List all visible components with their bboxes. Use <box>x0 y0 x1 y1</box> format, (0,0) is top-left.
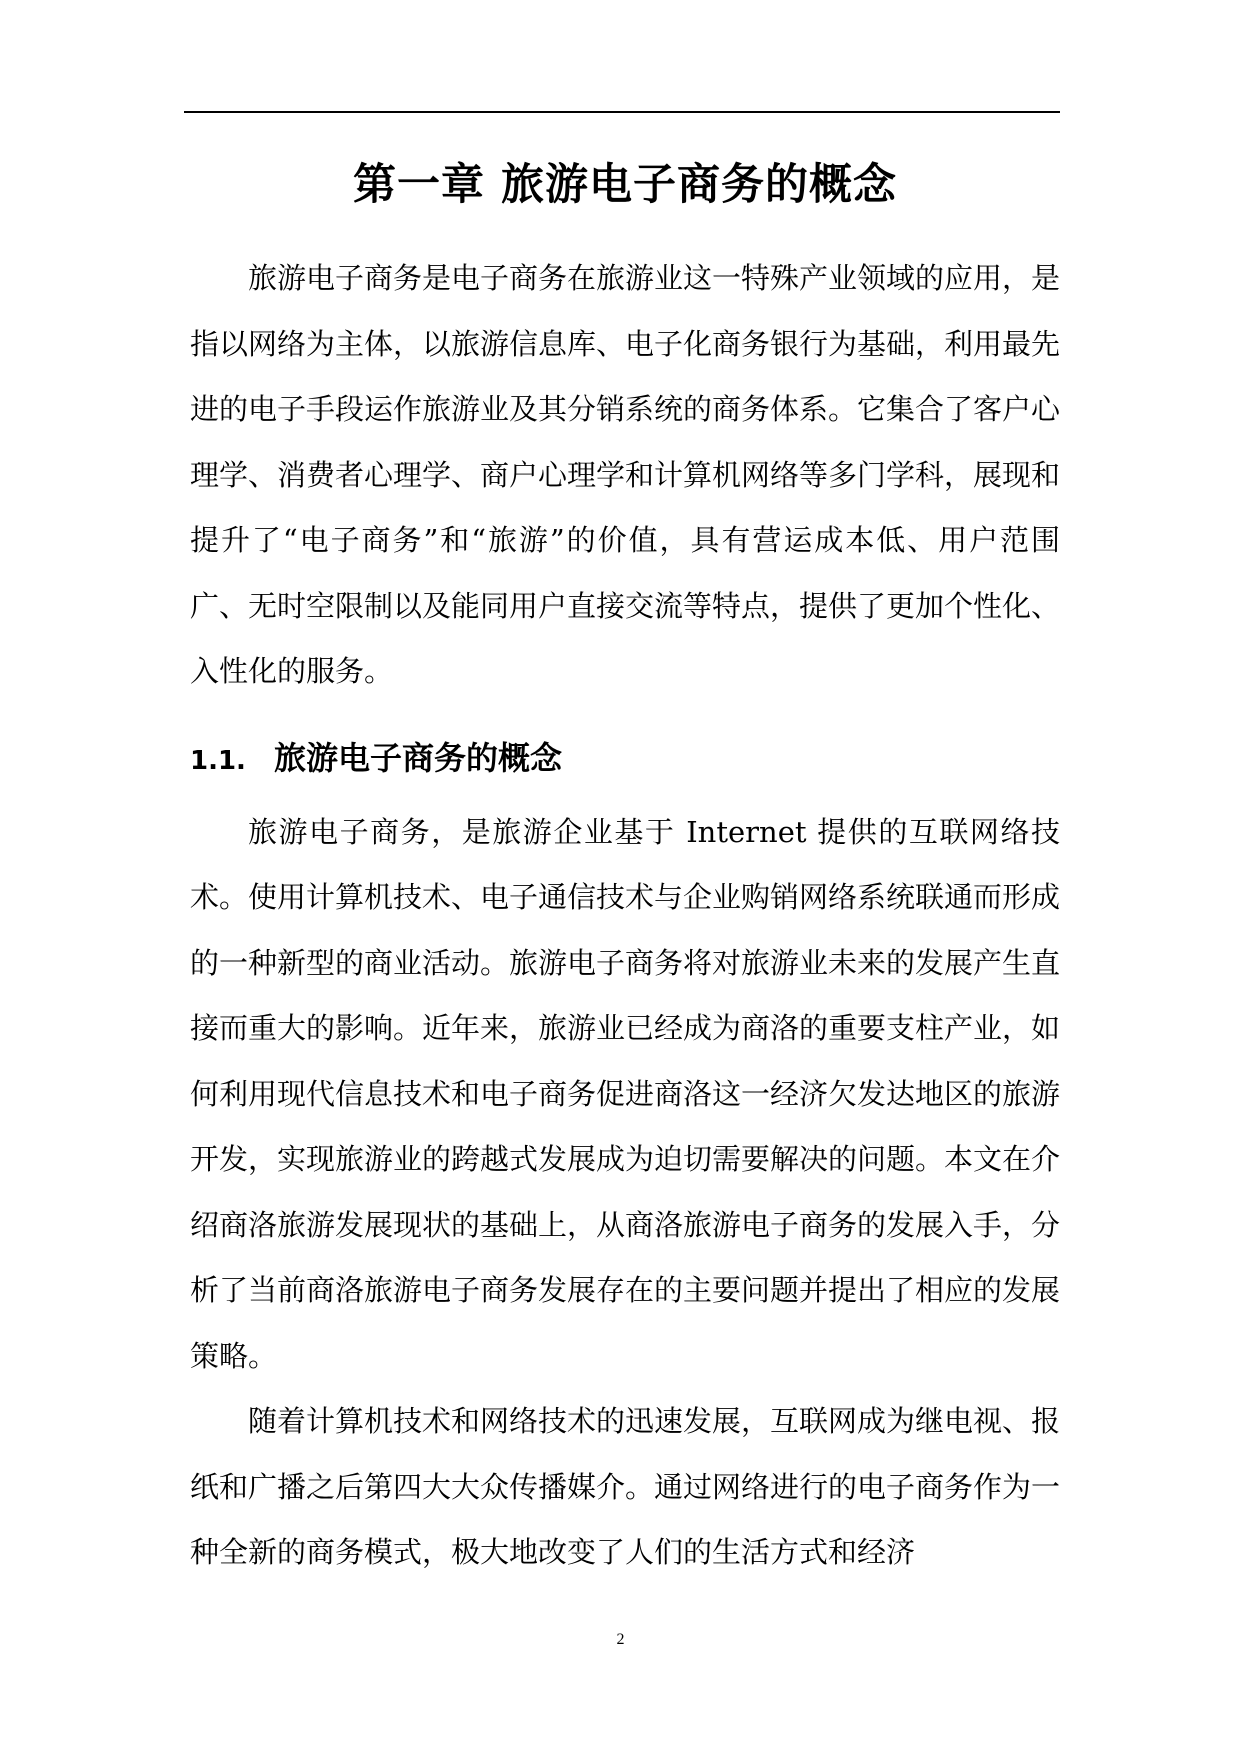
body-paragraph-1: 旅游电子商务是电子商务在旅游业这一特殊产业领域的应用，是指以网络为主体，以旅游信息库、电子化商务银行为基础，利用最先进的电子手段运作旅游业及其分销系统的商务体系。它集合了客户心理学、消费者心理学、商户心理学和计算机网络等多门学科，展现和提升了“电子商务”和“旅游”的价值，具有营运成本低、用户范围广、无时空限制以及能同用户直接交流等特点，提供了更加个性化、入性化的服务。 <box>190 261 1061 688</box>
section-heading <box>190 727 1060 792</box>
body-paragraph-3: 随着计算机技术和网络技术的迅速发展，互联网成为继电视、报纸和广播之后第四大大众传播媒介。通过网络进行的电子商务作为一种全新的商务模式，极大地改变了人们的生活方式和经济 <box>190 1404 1061 1569</box>
header-rule <box>184 111 1060 113</box>
document-page <box>190 150 1060 1586</box>
section-title: 旅游电子商务的概念 <box>274 738 563 777</box>
body-paragraph-2: 旅游电子商务，是旅游企业基于 Internet 提供的互联网络技术。使用计算机技术、电子通信技术与企业购销网络系统联通而形成的一种新型的商业活动。旅游电子商务将对旅游业未来的发展产生直接而重大的影响。近年来，旅游业已经成为商洛的重要支柱产业，如何利用现代信息技术和电子商务促进商洛这一经济欠发达地区的旅游开发，实现旅游业的跨越式发展成为迫切需要解决的问题。本文在介绍商洛旅游发展现状的基础上，从商洛旅游电子商务的发展入手，分析了当前商洛旅游电子商务发展存在的主要问题并提出了相应的发展策略。 <box>190 814 1061 1373</box>
page-number: 2 <box>616 1631 625 1648</box>
section-number: 1.1. <box>190 745 246 776</box>
chapter-title: 第一章 旅游电子商务的概念 <box>353 160 897 210</box>
